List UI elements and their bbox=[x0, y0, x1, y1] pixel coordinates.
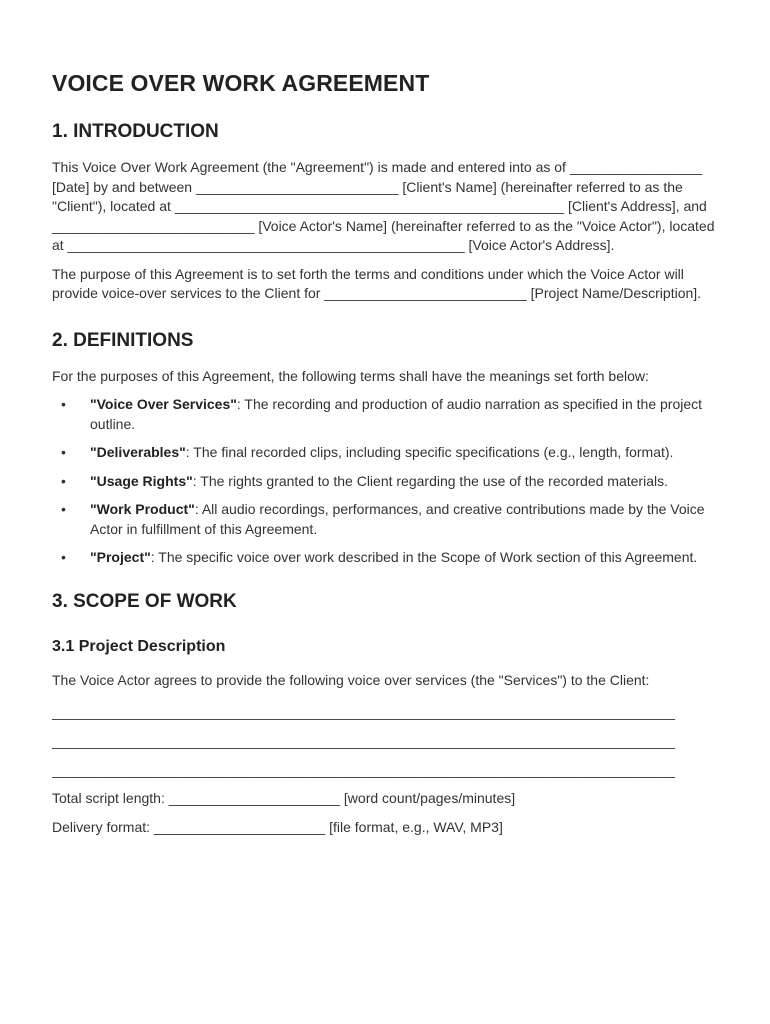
definition-term: "Deliverables" bbox=[90, 444, 186, 460]
scope-intro: The Voice Actor agrees to provide the following voice over services (the "Services") to the Client: bbox=[52, 671, 650, 688]
definition-term: "Voice Over Services" bbox=[90, 396, 237, 412]
definition-text: : The final recorded clips, including specific specifications (e.g., length, format). bbox=[185, 444, 674, 460]
bullet-icon: • bbox=[61, 444, 66, 460]
blank-line: ________________________________________________________________________________ bbox=[52, 762, 675, 778]
definition-text: : All audio recordings, performances, and creative contributions made by the Voice Actor in fulfillment of this Agreement. bbox=[90, 501, 705, 537]
bullet-icon: • bbox=[61, 549, 66, 565]
bullet-icon: • bbox=[61, 501, 66, 517]
definitions-list bbox=[52, 395, 722, 568]
script-length-field: Total script length: ______________________ [word count/pages/minutes] bbox=[52, 790, 516, 806]
bullet-icon: • bbox=[61, 396, 66, 412]
section-heading-definitions: 2. DEFINITIONS bbox=[52, 329, 194, 351]
introduction-paragraph-2: The purpose of this Agreement is to set forth the terms and conditions under which the Voice Actor will provide voice-over services to the Client for __________________________ [Project Name/Description]. bbox=[52, 265, 702, 301]
section-heading-scope: 3. SCOPE OF WORK bbox=[52, 590, 237, 612]
list-item bbox=[52, 395, 722, 434]
list-item bbox=[52, 443, 722, 463]
definition-text: : The rights granted to the Client regarding the use of the recorded materials. bbox=[192, 472, 668, 489]
list-item bbox=[52, 548, 722, 568]
list-item bbox=[52, 500, 722, 539]
document-title: VOICE OVER WORK AGREEMENT bbox=[52, 70, 430, 96]
section-heading-introduction: 1. INTRODUCTION bbox=[52, 121, 219, 142]
list-item bbox=[52, 472, 722, 492]
blank-line: ________________________________________________________________________________ bbox=[52, 704, 675, 720]
definition-term: "Project" bbox=[90, 549, 151, 565]
definitions-intro: For the purposes of this Agreement, the following terms shall have the meanings set forth below: bbox=[52, 367, 649, 384]
definition-text: : The recording and production of audio narration as specified in the project outline. bbox=[90, 396, 703, 432]
subsection-heading-project-description: 3.1 Project Description bbox=[52, 637, 226, 655]
delivery-format-field: Delivery format: ______________________ [file format, e.g., WAV, MP3] bbox=[52, 818, 503, 835]
definition-term: "Usage Rights" bbox=[90, 472, 193, 489]
definition-term: "Work Product" bbox=[90, 501, 195, 517]
blank-line: ________________________________________________________________________________ bbox=[52, 733, 675, 749]
introduction-paragraph-1: This Voice Over Work Agreement (the "Agreement") is made and entered into as of _________________ [Date] by and between __________________________ [Client's Name] (hereinafter referred to as the "Client"), located at __________________________________________________ [Client's Address], and __________________________ [Voice Actor's Name] (hereinafter referred to as the "Voice Actor"), located at ___________________________________________________ [Voice Actor's Address]. bbox=[52, 159, 715, 253]
definition-text: : The specific voice over work described in the Scope of Work section of this Agreement. bbox=[150, 549, 698, 565]
bullet-icon: • bbox=[61, 472, 66, 489]
